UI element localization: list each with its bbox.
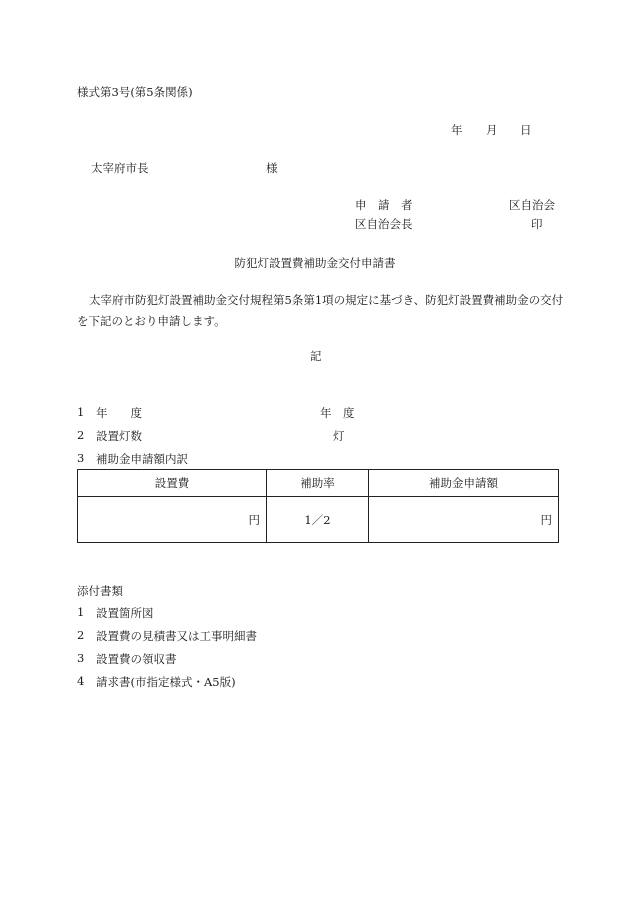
header-installation-cost: 設置費 [78, 470, 267, 497]
item-1-suffix: 年 度 [320, 406, 355, 420]
attachments-title: 添付書類 [77, 584, 123, 598]
attachment-1-number: 1 [77, 605, 85, 619]
form-number: 様式第3号(第5条関係) [77, 85, 193, 99]
subsidy-breakdown-table [77, 469, 559, 543]
document-title: 防犯灯設置費補助金交付申請書 [234, 256, 396, 270]
attachment-2-text: 設置費の見積書又は工事明細書 [96, 629, 257, 643]
cell-installation-cost: 円 [78, 497, 267, 543]
item-1-number: 1 [77, 405, 85, 419]
table-row [78, 497, 559, 543]
item-2-number: 2 [77, 428, 85, 442]
item-3-label: 補助金申請額内訳 [96, 452, 188, 466]
date-month-label: 月 [486, 123, 498, 137]
attachment-4-number: 4 [77, 674, 85, 688]
body-text: 太宰府市防犯灯設置補助金交付規程第5条第1項の規定に基づき、防犯灯設置費補助金の交付を下記のとおり申請します。 [77, 293, 564, 328]
seal-mark: 印 [531, 217, 543, 231]
attachment-3-number: 3 [77, 651, 85, 665]
date-year-label: 年 [451, 123, 463, 137]
attachment-4-text: 請求書(市指定様式・A5版) [96, 675, 236, 689]
item-1-label: 年 度 [96, 406, 142, 420]
item-2-label: 設置灯数 [96, 429, 142, 443]
applicant-label: 申 請 者 [355, 198, 413, 212]
addressee-honorific: 様 [266, 161, 278, 175]
header-subsidy-rate: 補助率 [267, 470, 369, 497]
item-3-number: 3 [77, 451, 85, 465]
table-header-row [78, 470, 559, 497]
item-2-suffix: 灯 [333, 429, 345, 443]
cell-subsidy-rate: 1／2 [267, 497, 369, 543]
applicant-chief-label: 区自治会長 [355, 217, 413, 231]
attachment-3-text: 設置費の領収書 [96, 652, 177, 666]
ki-heading: 記 [310, 349, 322, 363]
cell-requested-amount: 円 [369, 497, 559, 543]
attachment-2-number: 2 [77, 628, 85, 642]
date-day-label: 日 [520, 123, 532, 137]
applicant-org-suffix: 区自治会 [509, 198, 555, 212]
body-paragraph [77, 290, 565, 332]
header-requested-amount: 補助金申請額 [369, 470, 559, 497]
addressee-name: 太宰府市長 [91, 161, 149, 175]
attachment-1-text: 設置箇所図 [96, 606, 154, 620]
